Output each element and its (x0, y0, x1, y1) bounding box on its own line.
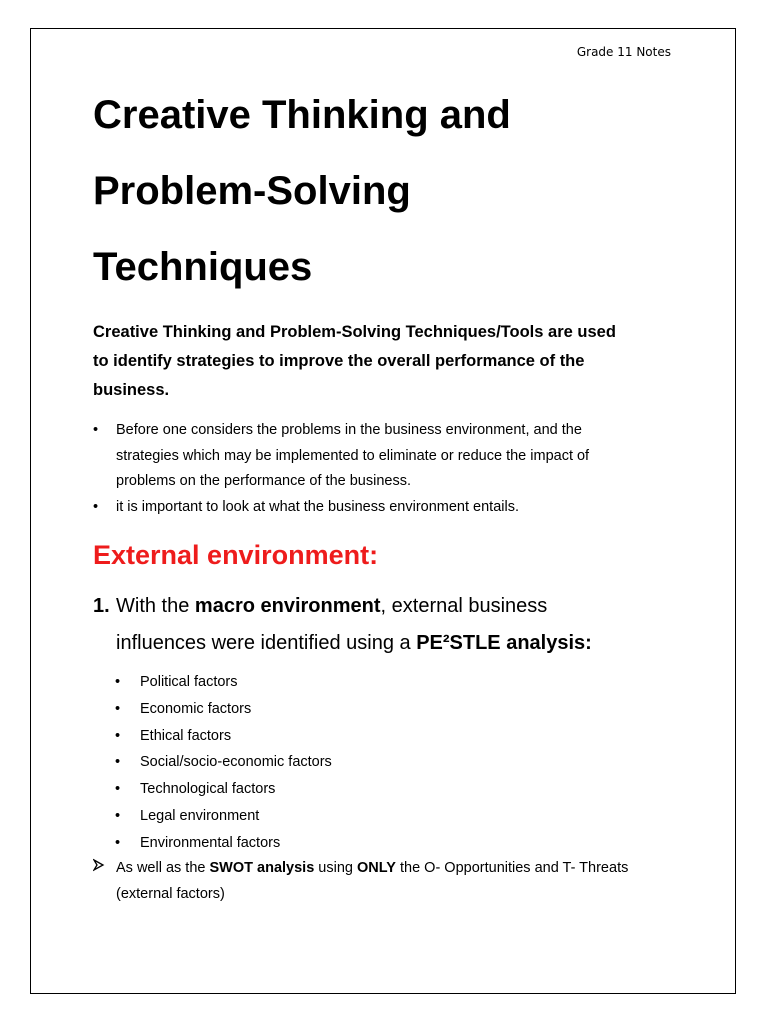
text-segment: influences were identified using a (116, 632, 417, 654)
bold-term: macro environment (194, 595, 381, 617)
section-heading: External environment: (93, 540, 379, 570)
swot-text (116, 855, 693, 907)
list-item: • Economic factors (115, 696, 615, 723)
numbered-item (93, 588, 713, 662)
intro-line: Creative Thinking and Problem-Solving Techniques/Tools are used (93, 323, 616, 341)
intro-paragraph (93, 318, 683, 405)
bullet-line: strategies which may be implemented to eliminate or reduce the impact of (116, 447, 590, 464)
bullet-line: • it is important to look at what the business environment entails. (116, 498, 519, 515)
bold-term: SWOT analysis (209, 860, 315, 876)
text-segment: With the (116, 595, 195, 617)
bullet-line: problems on the performance of the business. (116, 473, 411, 489)
document-page (30, 28, 736, 994)
title-line: Problem-Solving (93, 169, 411, 213)
list-item (93, 495, 693, 521)
swot-note (93, 855, 693, 907)
bold-term: ONLY (357, 860, 396, 876)
title-line: Creative Thinking and (93, 93, 511, 137)
text-segment: the O- Opportunities and T- Threats (395, 860, 629, 876)
text-segment: using (314, 860, 357, 876)
item-number: 1. (93, 595, 110, 617)
numbered-line (116, 588, 713, 625)
list-item: • Legal environment (115, 803, 615, 830)
list-item: • Technological factors (115, 776, 615, 803)
list-item: • Environmental factors (115, 830, 615, 857)
page-title (93, 77, 693, 305)
list-item: • Ethical factors (115, 723, 615, 750)
header-note: Grade 11 Notes (576, 45, 671, 59)
swot-line (116, 855, 693, 881)
list-item (93, 418, 693, 495)
intro-line: to identify strategies to improve the overall performance of the (93, 352, 585, 370)
bold-term: PE²STLE analysis: (416, 632, 592, 654)
numbered-line (116, 625, 713, 662)
text-segment: , external business (380, 595, 548, 617)
intro-line: business. (93, 381, 170, 399)
list-item: • Political factors (115, 669, 615, 696)
title-line: Techniques (93, 245, 313, 289)
list-item: • Social/socio-economic factors (115, 749, 615, 776)
text-segment: As well as the (116, 860, 210, 876)
numbered-item-text (116, 588, 713, 662)
factor-list (115, 669, 615, 857)
bullet-line: • Before one considers the problems in the business environment, and the (116, 422, 582, 438)
swot-line: (external factors) (116, 886, 225, 902)
intro-bullet-list (93, 418, 693, 520)
arrow-bullet-icon (93, 855, 105, 881)
